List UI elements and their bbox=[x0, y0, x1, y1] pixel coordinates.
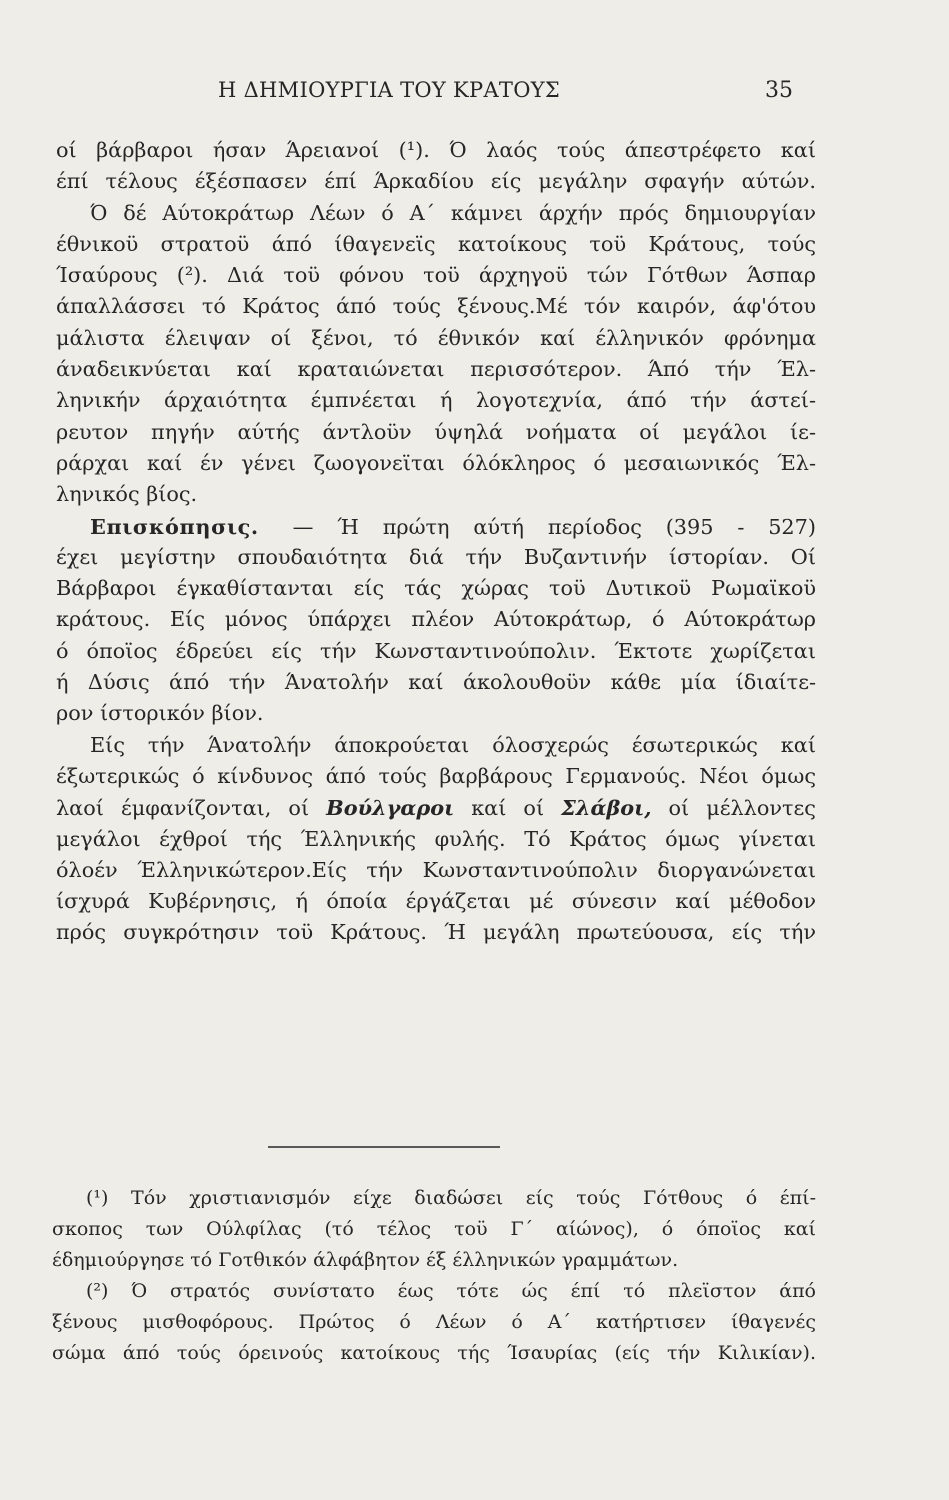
page-header bbox=[0, 78, 949, 112]
text-line: ράρχαι καί έν γένει ζωογονεϊται όλόκληρος ό μεσαιωνικός Έλ- bbox=[56, 450, 816, 475]
text-line: Ό δέ Αύτοκράτωρ Λέων ό Α΄ κάμνει άρχήν πρός δημιουργίαν bbox=[90, 200, 816, 225]
page-number: 35 bbox=[765, 78, 793, 103]
text-line: ρον ίστορικόν βίον. bbox=[56, 701, 264, 726]
text-run: καί οί bbox=[471, 796, 545, 821]
text-run: οί μέλλοντες bbox=[668, 796, 816, 821]
text-line: άπαλλάσσει τό Κράτος άπό τούς ξένους.Μέ τόν καιρόν, άφ'ότου bbox=[56, 294, 816, 319]
text-line: οί βάρβαροι ήσαν Άρειανοί (¹). Ό λαός τούς άπεστρέφετο καί bbox=[56, 138, 816, 162]
italic-term-bulgars: Βούλγαροι bbox=[326, 795, 455, 821]
main-text bbox=[56, 135, 816, 949]
text-line-with-italics bbox=[56, 792, 816, 823]
section-heading-rest: — Ή πρώτη αύτή περίοδος (395 - 527) bbox=[292, 514, 816, 539]
text-line: μάλιστα έλειψαν οί ξένοι, τό έθνικόν καί έλληνικόν φρόνημα bbox=[56, 325, 816, 350]
text-run: λαοί έμφανίζονται, οί bbox=[56, 796, 310, 821]
footnote-line: (²) Ό στρατός συνίστατο έως τότε ώς έπί τό πλεϊστον άπό bbox=[86, 1280, 816, 1302]
text-line: ρευτον πηγήν αύτής άντλοϋν ύψηλά νοήματα οί μεγάλοι ίε- bbox=[56, 419, 816, 444]
text-line: άναδεικνύεται καί κραταιώνεται περισσότερον. Άπό τήν Έλ- bbox=[56, 357, 816, 382]
text-line: Είς τήν Άνατολήν άποκρούεται όλοσχερώς έσωτερικώς καί bbox=[90, 732, 816, 757]
footnotes bbox=[52, 1183, 816, 1369]
running-title: Η ΔΗΜΙΟΥΡΓΙΑ ΤΟΥ ΚΡΑΤΟΥΣ bbox=[218, 78, 561, 102]
text-line: κράτους. Είς μόνος ύπάρχει πλέον Αύτοκράτωρ, ό Αύτοκράτωρ bbox=[56, 607, 816, 632]
text-line: ληνικήν άρχαιότητα έμπνέεται ή λογοτεχνία, άπό τήν άστεί- bbox=[56, 388, 816, 413]
footnote-line: έδημιούργησε τό Γοτθικόν άλφάβητον έξ έλληνικών γραμμάτων. bbox=[52, 1249, 679, 1271]
text-line: έπί τέλους έξέσπασεν έπί Άρκαδίου είς μεγάλην σφαγήν αύτών. bbox=[56, 169, 816, 194]
text-line: έχει μεγίστην σπουδαιότητα διά τήν Βυζαντινήν ίστορίαν. Οί bbox=[56, 544, 816, 569]
footnote-line: σκοπος των Ούλφίλας (τό τέλος τοϋ Γ΄ αίώνος), ό όποϊος καί bbox=[52, 1218, 816, 1240]
text-line: ληνικός βίος. bbox=[56, 482, 198, 507]
text-line: ή Δύσις άπό τήν Άνατολήν καί άκολουθοϋν κάθε μία ίδιαίτε- bbox=[56, 670, 816, 695]
section-heading-line bbox=[56, 511, 816, 542]
text-line: μεγάλοι έχθροί τής Έλληνικής φυλής. Τό Κράτος όμως γίνεται bbox=[56, 826, 816, 851]
section-heading: Επισκόπησις. bbox=[90, 513, 259, 539]
text-line: έξωτερικώς ό κίνδυνος άπό τούς βαρβάρους Γερμανούς. Νέοι όμως bbox=[56, 763, 816, 788]
text-line: Ίσαύρους (²). Διά τοϋ φόνου τοϋ άρχηγοϋ τών Γότθων Άσπαρ bbox=[56, 263, 816, 288]
footnote-divider bbox=[268, 1146, 500, 1148]
text-line: ίσχυρά Κυβέρνησις, ή όποία έργάζεται μέ σύνεσιν καί μέθοδον bbox=[56, 889, 816, 914]
italic-term-slavs: Σλάβοι, bbox=[561, 795, 652, 821]
text-line: ό όποϊος έδρεύει είς τήν Κωνσταντινούπολιν. Έκτοτε χωρίζεται bbox=[56, 638, 816, 663]
text-line: έθνικοϋ στρατοϋ άπό ίθαγενεϊς κατοίκους τοϋ Κράτους, τούς bbox=[56, 231, 816, 256]
text-line: Βάρβαροι έγκαθίστανται είς τάς χώρας τοϋ Δυτικοϋ Ρωμαϊκοϋ bbox=[56, 576, 816, 601]
footnote-line: (¹) Τόν χριστιανισμόν είχε διαδώσει είς τούς Γότθους ό έπί- bbox=[86, 1187, 816, 1209]
text-line: όλοέν Έλληνικώτερον.Είς τήν Κωνσταντινούπολιν διοργανώνεται bbox=[56, 857, 816, 882]
text-line: πρός συγκρότησιν τοϋ Κράτους. Ή μεγάλη πρωτεύουσα, είς τήν bbox=[56, 920, 816, 945]
footnote-line: ξένους μισθοφόρους. Πρώτος ό Λέων ό Α΄ κατήρτισεν ίθαγενές bbox=[52, 1311, 816, 1333]
footnote-line: σώμα άπό τούς όρεινούς κατοίκους τής Ίσαυρίας (είς τήν Κιλικίαν). bbox=[52, 1342, 816, 1364]
